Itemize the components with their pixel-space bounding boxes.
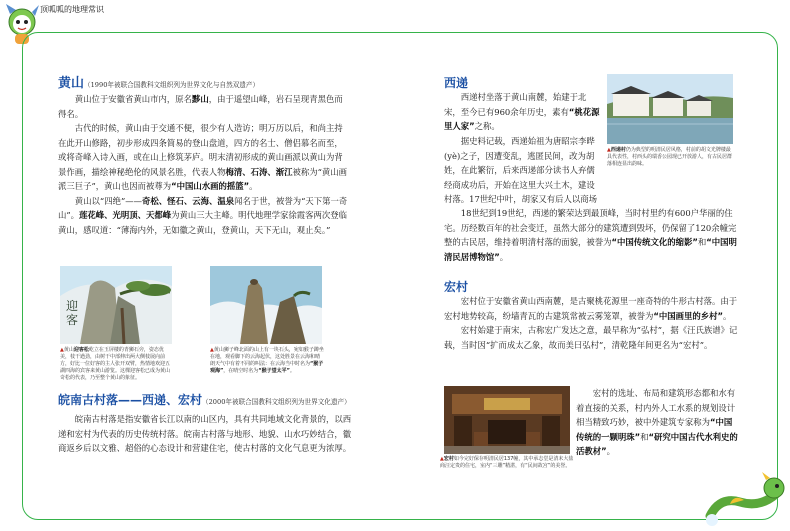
- svg-text:客: 客: [66, 313, 79, 327]
- huangshan-heading: [58, 72, 354, 91]
- page-header-title: 顶呱呱的地理常识: [40, 5, 104, 14]
- hongcun-paragraph-3: 宏村的选址、布局和建筑形态都和水有着直接的关系，村内外人工水系的规划设计相当精致巧妙，被中外建筑专家称为“中国传统的一颗明珠”和“研究中国古代水利史的活教材”。: [576, 388, 738, 456]
- dragon-mascot-icon: [700, 466, 786, 530]
- hongcun-title: 宏村: [444, 280, 469, 294]
- chengzhi-hall-photo: [444, 386, 570, 454]
- xidi-paragraph-1: 西递村坐落于黄山南麓，始建于北宋，至今已有960余年历史，素有“桃花源里人家”之称。: [444, 92, 600, 131]
- hongcun-caption: ▲宏村如今完好保存明清民居137幢，其中承志堂是清末大盐商汪定贵的住宅，室内“三雕”精湛，有“民间故宫”的美誉。: [440, 456, 574, 469]
- xidi-village-photo: [607, 74, 733, 144]
- hongcun-paragraph-1: 宏村位于安徽省黄山西南麓，是古聚桃花源里一座奇特的牛形古村落。由于宏村地势较高，纷墙青瓦的古建筑常被云雾笼罩，被誉为“中国画里的乡村”。: [444, 296, 738, 321]
- huangshan-paragraph-2: 古代的时候，黄山由于交通不便，很少有人造访；明万历以后，和尚主持在此开山修路，初步形成四条简易的登山盘道，四方的名士、僧侣慕名而至，或将奇峰入诗入画，或在山上修筑茅庐。明末清初形成的黄山画派以黄山为背景作画，描绘神秘绝伦的风景名胜，代表人物梅清、石涛、渐江被称为“黄山画派三巨子”，黄山也因而被尊为“中国山水画的摇篮”。: [58, 123, 348, 191]
- wannan-paragraph: 皖南古村落是指安徽省长江以南的山区内，具有共同地域文化背景的，以西递和宏村为代表的历史传统村落。皖南古村落与地形、地貌、山水巧妙结合，徽商返乡后以文雅、超俗的心态设计和营建住宅，使古村落的文化气息更为浓厚。: [58, 414, 352, 453]
- wannan-heading: [58, 393, 358, 408]
- xidi-paragraph-2a: 据史料记载，西递始祖为唐昭宗李晔(yè)之子，因遭变乱，逃匿民间，改为胡姓，在此繁衍，后来西递部分读书人弃儒经商成功后，开始在这里大兴土木，建设村落。17世纪中叶，胡家又有后人以商场: [444, 136, 598, 204]
- xidi-paragraph-3: 18世纪到19世纪，西递的繁荣达到最顶峰，当时村里约有600户华丽的住宅。历经数百年的社会变迁，虽然大部分的建筑遭到毁坏，仍保留了120余幢完整的古民居，维持着明清村落的面貌，被誉为“中国传统文化的缩影”和“中国明清民居博物馆”。: [444, 208, 737, 262]
- xidi-caption: ▲西递村仍为典型的明清民居风格，村前的胡文光牌楼最具代表性，村西头的瑞香公园现已开放游人，有古民居群落相连显出韵味。: [607, 147, 733, 167]
- huangshan-monkey-caption: ▲黄山狮子峰北面的山上有一块石头，宛如猴子蹲坐在地，观看脚下的云海起伏，这处胜景在云海和晴朗天气中有着不同的叫法：在云海当中时名为“猴子观海”，在晴空时名为“猴子望太平”。: [210, 347, 324, 374]
- svg-text:迎: 迎: [66, 299, 79, 313]
- huangshan-pine-caption: ▲黄山迎客松屹立在玉屏楼的青狮石旁，姿态优美，枝干遒劲，由树干中部伸出两大侧枝展向前方，好比一位好客的主人张开双臂，热情地欢迎五湖四海的宾客来黄山游览。这棵迎客松已成为黄山奇松的代表，乃至整个黄山的象征。: [60, 347, 171, 381]
- monkey-watching-sea-photo: [210, 266, 322, 344]
- xidi-title: 西递: [444, 76, 469, 90]
- welcoming-pine-photo: [60, 266, 172, 344]
- huangshan-paragraph-1: 黄山位于安徽省黄山市内，原名黟山，由于遥望山峰，岩石呈现青黑色而得名。: [58, 94, 343, 119]
- wannan-title: 皖南古村落——西递、宏村: [58, 393, 203, 407]
- huangshan-paragraph-3: 黄山以“四绝”——奇松、怪石、云海、温泉闻名于世，被誉为“天下第一奇山”。莲花峰、光明顶、天都峰为黄山三大主峰。明代地理学家徐霞客两次登临黄山，感叹道：“薄海内外，无如徽之黄山，登黄山，天下无山，观止矣。”: [58, 195, 348, 235]
- huangshan-title: 黄山: [58, 76, 85, 91]
- hongcun-paragraph-2: 宏村始建于南宋，古称宏广发达之意，最早称为“弘村”，据《汪氏族谱》记载，当时因“扩而成太乙象，故而美曰弘村”，清乾隆年间更名为“宏村”。: [444, 325, 738, 350]
- wannan-heritage-note: （2000年被联合国教科文组织列为世界文化遗产）: [202, 398, 351, 406]
- huangshan-heritage-note: （1990年被联合国教科文组织列为世界文化与自然双遗产）: [84, 81, 260, 89]
